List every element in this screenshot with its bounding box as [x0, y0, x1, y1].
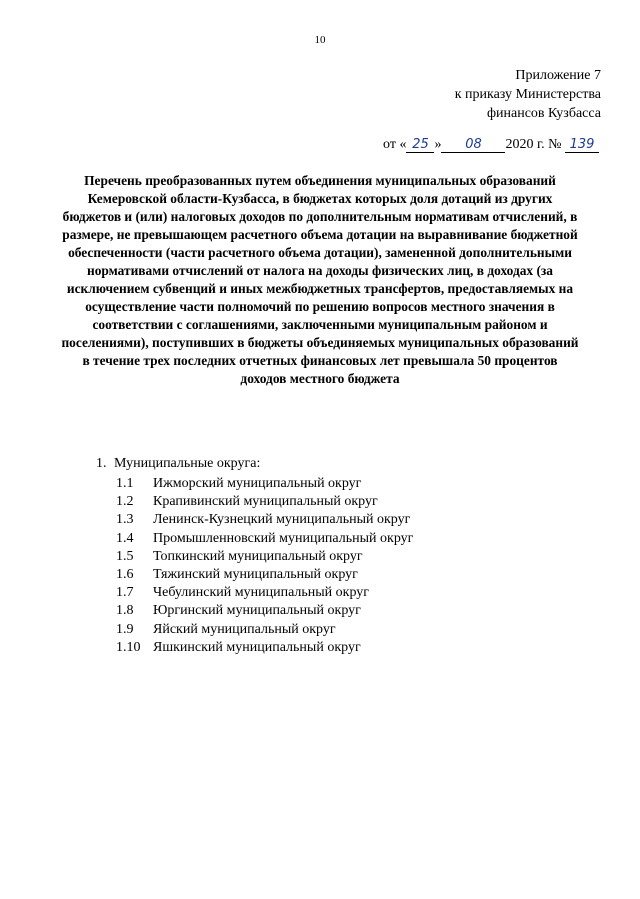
order-year: 2020 г. № — [505, 137, 562, 152]
item-name: Яшкинский муниципальный округ — [153, 639, 361, 655]
item-number: 1.9 — [116, 621, 134, 637]
order-reference — [383, 137, 599, 153]
order-number-field — [565, 138, 599, 153]
appendix-line: финансов Кузбасса — [486, 106, 601, 121]
item-number: 1.8 — [116, 603, 134, 619]
list-item — [116, 511, 413, 529]
item-name: Юргинский муниципальный округ — [153, 603, 361, 619]
list-item — [116, 530, 413, 548]
list-item — [116, 475, 413, 493]
page-number: 10 — [314, 34, 326, 46]
order-number: 139 — [569, 137, 595, 152]
list-item — [116, 566, 413, 584]
order-day-field — [406, 138, 434, 153]
order-day: 25 — [412, 137, 429, 152]
order-mid: » — [434, 137, 442, 152]
list-item — [116, 493, 413, 511]
list-item — [116, 602, 413, 620]
item-number: 1.1 — [116, 476, 134, 491]
item-name: Тяжинский муниципальный округ — [153, 567, 358, 583]
order-prefix: от « — [383, 137, 407, 152]
item-number: 1.6 — [116, 567, 134, 583]
item-number: 1.2 — [116, 494, 134, 510]
item-number: 1.4 — [116, 530, 134, 546]
section-heading — [96, 456, 260, 472]
item-number: 1.7 — [116, 585, 134, 601]
item-name: Чебулинский муниципальный округ — [153, 585, 370, 601]
document-title: Перечень преобразованных путем объединения муниципальных образований Кемеровской области-Кузбасса, в бюджетах которых доля дотаций из других бюджетов и (или) налоговых доходов по дополнительным нормативам отчислений, в размере, не превышающем расчетного объема дотации на выравнивание бюджетной обеспеченности (части расчетного объема дотации), замененной дополнительными нормативами отчислений от налога на доходы физических лиц, в доходах (за исключением субвенций и иных межбюджетных трансфертов, предоставляемых на осуществление части полномочий по решению вопросов местного значения в соответствии с соглашениями, заключенными муниципальным районом и поселениями), поступивших в бюджеты объединяемых муниципальных образований в течение трех последних отчетных финансовых лет превышала 50 процентов доходов местного бюджета — [61, 173, 579, 386]
municipal-district-list — [116, 475, 413, 657]
item-name: Промышленновский муниципальный округ — [153, 530, 414, 546]
appendix-block — [455, 66, 601, 123]
order-month: 08 — [465, 137, 482, 152]
section-number: 1. — [96, 456, 107, 471]
list-item — [116, 548, 413, 566]
appendix-line: к приказу Министерства — [454, 87, 601, 102]
item-name: Топкинский муниципальный округ — [153, 548, 363, 564]
list-item — [116, 639, 413, 657]
item-number: 1.5 — [116, 548, 134, 564]
item-number: 1.10 — [116, 639, 141, 655]
item-name: Ижморский муниципальный округ — [153, 476, 362, 491]
list-item — [116, 584, 413, 602]
appendix-line: Приложение 7 — [515, 68, 601, 83]
item-name: Крапивинский муниципальный округ — [153, 494, 378, 510]
order-month-field — [441, 138, 505, 153]
list-item — [116, 621, 413, 639]
section-heading-text: Муниципальные округа: — [114, 456, 261, 471]
item-number: 1.3 — [116, 512, 134, 528]
item-name: Ленинск-Кузнецкий муниципальный округ — [153, 512, 411, 528]
item-name: Яйский муниципальный округ — [153, 621, 336, 637]
